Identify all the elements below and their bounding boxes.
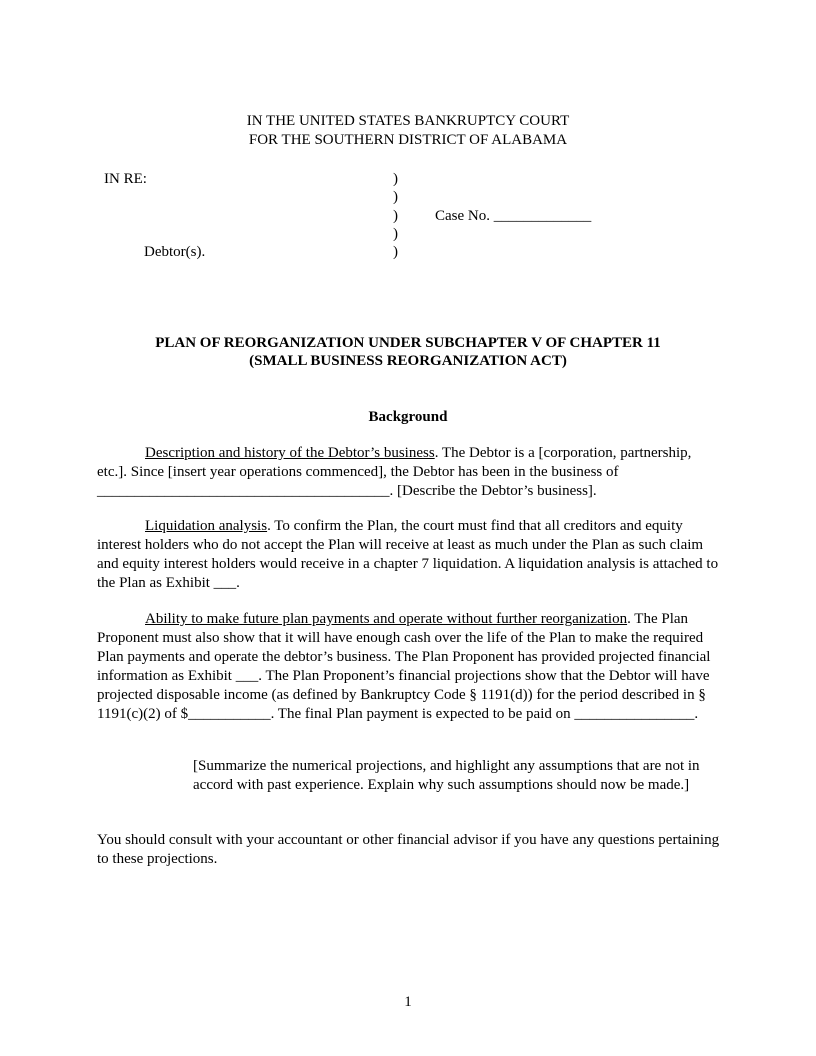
caption-paren: )	[393, 208, 398, 224]
plan-title-line1: PLAN OF REORGANIZATION UNDER SUBCHAPTER V OF CHAPTER 11	[155, 335, 661, 351]
caption-paren: )	[393, 189, 398, 205]
plan-title-line2: (SMALL BUSINESS REORGANIZATION ACT)	[249, 353, 567, 369]
caption-paren: )	[393, 171, 398, 187]
future-payments-paragraph	[97, 610, 721, 724]
caption-paren: )	[393, 226, 398, 242]
section-heading: Ability to make future plan payments and operate without further reorganization	[145, 611, 628, 627]
projections-note: [Summarize the numerical projections, and highlight any assumptions that are not in accord with past experience. Explain why such assumptions should now be made.]	[193, 758, 700, 793]
background-heading: Background	[368, 409, 448, 425]
section-body: . The Debtor is a [corporation, partnership, etc.]. Since [insert year operations commenced], the Debtor has been in the business of _______________________________________. [Describe the Debtor’s business].	[97, 445, 692, 499]
case-number: Case No. _____________	[435, 208, 592, 224]
closing-paragraph: You should consult with your accountant or other financial advisor if you have any questions pertaining to these projections.	[97, 832, 720, 867]
liquidation-analysis-paragraph	[97, 517, 721, 593]
business-description-paragraph	[97, 444, 721, 501]
section-heading: Liquidation analysis	[145, 518, 268, 534]
court-name-line2: FOR THE SOUTHERN DISTRICT OF ALABAMA	[248, 132, 568, 148]
section-body: . The Plan Proponent must also show that it will have enough cash over the life of the Plan to make the required Plan payments and operate the debtor’s business. The Plan Proponent has provided projected financial information as Exhibit ___. The Plan Proponent’s financial projections show that the Debtor will have projected disposable income (as defined by Bankruptcy Code § 1191(d)) for the period described in § 1191(c)(2) of $___________. The final Plan payment is expected to be paid on ________________.	[97, 611, 711, 722]
court-name-line1: IN THE UNITED STATES BANKRUPTCY COURT	[246, 113, 570, 129]
section-heading: Description and history of the Debtor’s business	[145, 445, 435, 461]
caption-paren: )	[393, 244, 398, 260]
section-body: . To confirm the Plan, the court must find that all creditors and equity interest holders who do not accept the Plan will receive at least as much under the Plan as such claim and equity interest holders would receive in a chapter 7 liquidation. A liquidation analysis is attached to the Plan as Exhibit ___.	[97, 518, 719, 591]
debtor-label: Debtor(s).	[144, 244, 206, 260]
in-re-label: IN RE:	[104, 171, 147, 187]
page-number: 1	[404, 994, 412, 1010]
